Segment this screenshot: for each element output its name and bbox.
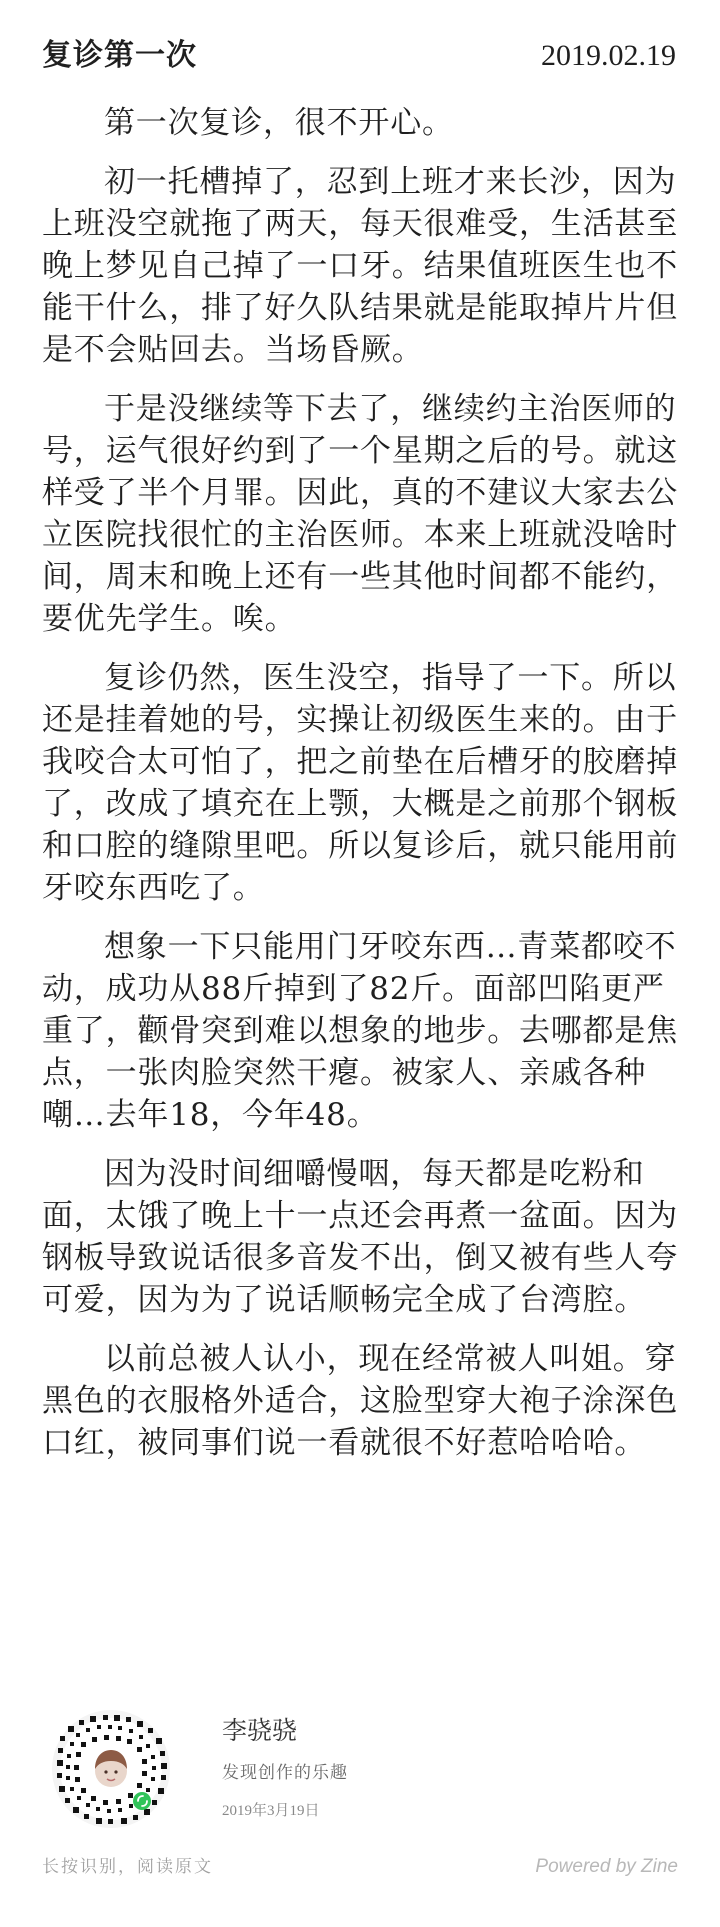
author-tagline: 发现创作的乐趣 — [222, 1763, 348, 1783]
article-footer — [42, 1708, 678, 1883]
article-header — [42, 28, 678, 88]
author-date: 2019年3月19日 — [222, 1803, 320, 1819]
read-original-hint: 长按识别，阅读原文 — [42, 1857, 213, 1877]
author-name: 李骁骁 — [222, 1716, 298, 1745]
article-date: 2019.02.19 — [541, 39, 676, 72]
article-title: 复诊第一次 — [42, 38, 197, 73]
paragraph-5: 想象一下只能用门牙咬东西…青菜都咬不动，成功从88斤掉到了82斤。面部凹陷更严重了，颧骨突到难以想象的地步。去哪都是焦点，一张肉脸突然干瘪。被家人、亲戚各种嘲…去年18，今年48。 — [42, 929, 678, 1133]
powered-by-label: Powered by Zine — [535, 1856, 678, 1877]
paragraph-3: 于是没继续等下去了，继续约主治医师的号，运气很好约到了一个星期之后的号。就这样受了半个月罪。因此，真的不建议大家去公立医院找很忙的主治医师。本来上班就没啥时间，周末和晚上还有一些其他时间都不能约，要优先学生。唉。 — [42, 391, 678, 637]
paragraph-7: 以前总被人认小，现在经常被人叫姐。穿黑色的衣服格外适合，这脸型穿大袍子涂深色口红，被同事们说一看就很不好惹哈哈哈。 — [42, 1341, 678, 1461]
paragraph-1: 第一次复诊，很不开心。 — [104, 105, 454, 141]
qr-code-icon[interactable] — [50, 1708, 172, 1830]
article-body — [42, 102, 678, 1481]
paragraph-6: 因为没时间细嚼慢咽，每天都是吃粉和面，太饿了晚上十一点还会再煮一盆面。因为钢板导致说话很多音发不出，倒又被有些人夸可爱，因为为了说话顺畅完全成了台湾腔。 — [42, 1156, 678, 1318]
paragraph-2: 初一托槽掉了，忍到上班才来长沙，因为上班没空就拖了两天，每天很难受，生活甚至晚上梦见自己掉了一口牙。结果值班医生也不能干什么，排了好久队结果就是能取掉片片但是不会贴回去。当场昏厥。 — [42, 164, 678, 368]
mini-program-qr-code[interactable] — [50, 1708, 172, 1830]
paragraph-4: 复诊仍然，医生没空，指导了一下。所以还是挂着她的号，实操让初级医生来的。由于我咬合太可怕了，把之前垫在后槽牙的胶磨掉了，改成了填充在上颚，大概是之前那个钢板和口腔的缝隙里吧。所以复诊后，就只能用前牙咬东西吃了。 — [42, 660, 678, 906]
